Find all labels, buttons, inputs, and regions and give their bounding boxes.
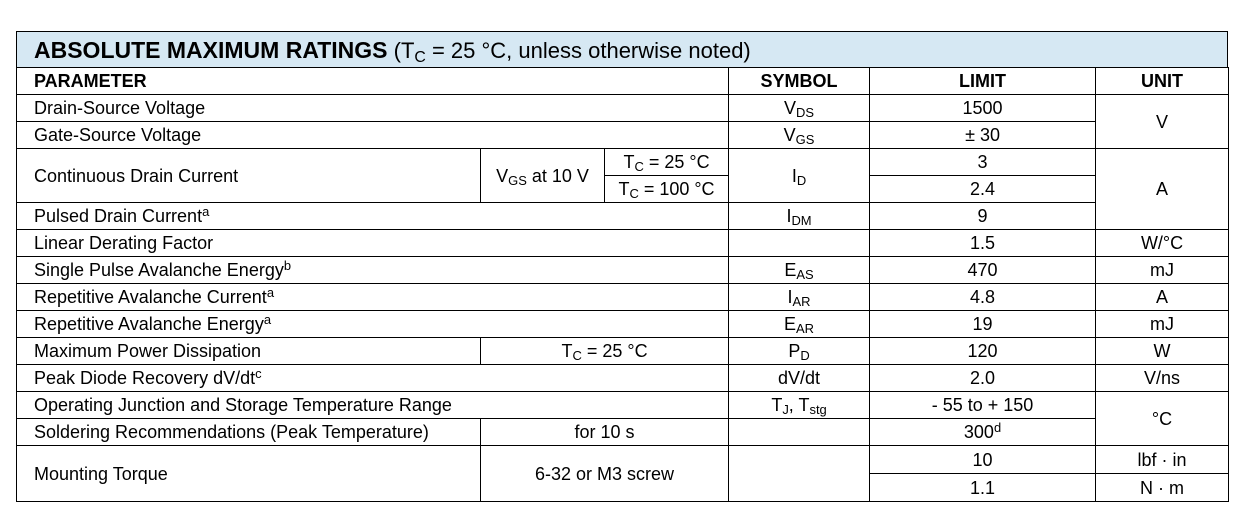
symbol-eas: $E_{AS}$ xyxy=(729,257,870,284)
limit-torque-nm: 1.1 xyxy=(870,474,1096,502)
symbol-ear: $E_{AR}$ xyxy=(729,311,870,338)
limit-id-100: 2.4 xyxy=(870,176,1096,203)
limit-vgs: ± 30 xyxy=(870,122,1096,149)
condition-tc-25: $T_C = 25$ °C xyxy=(605,149,729,176)
symbol-pd: $P_D$ xyxy=(729,338,870,365)
table-row xyxy=(17,446,1229,474)
table-title xyxy=(16,31,1228,67)
symbol-empty xyxy=(729,419,870,446)
unit-iar: A xyxy=(1096,284,1229,311)
param-maximum-power-dissipation: Maximum Power Dissipation xyxy=(17,338,481,365)
unit-current: A xyxy=(1096,149,1229,230)
unit-torque-nm: N · m xyxy=(1096,474,1229,502)
condition-for-10s: for 10 s xyxy=(481,419,729,446)
table-row xyxy=(17,392,1229,419)
table-row xyxy=(17,284,1229,311)
table-row xyxy=(17,203,1229,230)
unit-temperature: °C xyxy=(1096,392,1229,446)
unit-ear: mJ xyxy=(1096,311,1229,338)
limit-id-25: 3 xyxy=(870,149,1096,176)
limit-idm: 9 xyxy=(870,203,1096,230)
condition-pd-tc-25: $T_C = 25$ °C xyxy=(481,338,729,365)
param-drain-source-voltage: Drain-Source Voltage xyxy=(17,95,729,122)
unit-eas: mJ xyxy=(1096,257,1229,284)
symbol-vgs: $V_{GS}$ xyxy=(729,122,870,149)
symbol-tj-tstg: $T_J$, $T_{stg}$ xyxy=(729,392,870,419)
limit-tj: - 55 to + 150 xyxy=(870,392,1096,419)
param-operating-temperature-range: Operating Junction and Storage Temperature Range xyxy=(17,392,729,419)
header-parameter: PARAMETER xyxy=(17,68,729,95)
limit-dvdt: 2.0 xyxy=(870,365,1096,392)
limit-torque-lbf: 10 xyxy=(870,446,1096,474)
symbol-dvdt: dV/dt xyxy=(729,365,870,392)
param-gate-source-voltage: Gate-Source Voltage xyxy=(17,122,729,149)
absolute-maximum-ratings-table xyxy=(16,31,1228,502)
param-continuous-drain-current: Continuous Drain Current xyxy=(17,149,481,203)
unit-voltage: V xyxy=(1096,95,1229,149)
symbol-empty xyxy=(729,446,870,502)
param-repetitive-avalanche-current: Repetitive Avalanche Current$^a$ xyxy=(17,284,729,311)
table-row xyxy=(17,122,1229,149)
ratings-table xyxy=(16,67,1229,502)
symbol-idm: $I_{DM}$ xyxy=(729,203,870,230)
header-row xyxy=(17,68,1229,95)
param-single-pulse-avalanche-energy: Single Pulse Avalanche Energy$^b$ xyxy=(17,257,729,284)
symbol-id: $I_D$ xyxy=(729,149,870,203)
symbol-empty xyxy=(729,230,870,257)
unit-torque-lbf: lbf · in xyxy=(1096,446,1229,474)
table-row xyxy=(17,230,1229,257)
param-mounting-torque: Mounting Torque xyxy=(17,446,481,502)
param-linear-derating-factor: Linear Derating Factor xyxy=(17,230,729,257)
limit-ldf: 1.5 xyxy=(870,230,1096,257)
title-cond-prefix: (T xyxy=(387,38,415,63)
table-row xyxy=(17,149,1229,176)
unit-pd: W xyxy=(1096,338,1229,365)
param-soldering-recommendations: Soldering Recommendations (Peak Temperature) xyxy=(17,419,481,446)
condition-vgs-10v: $V_{GS}$ at 10 V xyxy=(481,149,605,203)
unit-ldf: W/°C xyxy=(1096,230,1229,257)
title-bold: ABSOLUTE MAXIMUM RATINGS xyxy=(34,37,388,63)
table-row xyxy=(17,257,1229,284)
limit-eas: 470 xyxy=(870,257,1096,284)
table-row xyxy=(17,419,1229,446)
limit-ear: 19 xyxy=(870,311,1096,338)
param-repetitive-avalanche-energy: Repetitive Avalanche Energy$^a$ xyxy=(17,311,729,338)
symbol-vds: $V_{DS}$ xyxy=(729,95,870,122)
table-row xyxy=(17,95,1229,122)
limit-iar: 4.8 xyxy=(870,284,1096,311)
condition-tc-100: $T_C = 100$ °C xyxy=(605,176,729,203)
header-unit: UNIT xyxy=(1096,68,1229,95)
title-cond-sub: C xyxy=(414,48,426,66)
title-cond-suffix: = 25 °C, unless otherwise noted) xyxy=(425,38,751,63)
table-row xyxy=(17,365,1229,392)
param-pulsed-drain-current: Pulsed Drain Current$^a$ xyxy=(17,203,729,230)
table-row xyxy=(17,338,1229,365)
unit-dvdt: V/ns xyxy=(1096,365,1229,392)
condition-screw: 6-32 or M3 screw xyxy=(481,446,729,502)
limit-pd: 120 xyxy=(870,338,1096,365)
table-row xyxy=(17,311,1229,338)
limit-solder: 300$^d$ xyxy=(870,419,1096,446)
header-limit: LIMIT xyxy=(870,68,1096,95)
header-symbol: SYMBOL xyxy=(729,68,870,95)
symbol-iar: $I_{AR}$ xyxy=(729,284,870,311)
param-peak-diode-recovery: Peak Diode Recovery $dV/dt^c$ xyxy=(17,365,729,392)
limit-vds: 1500 xyxy=(870,95,1096,122)
